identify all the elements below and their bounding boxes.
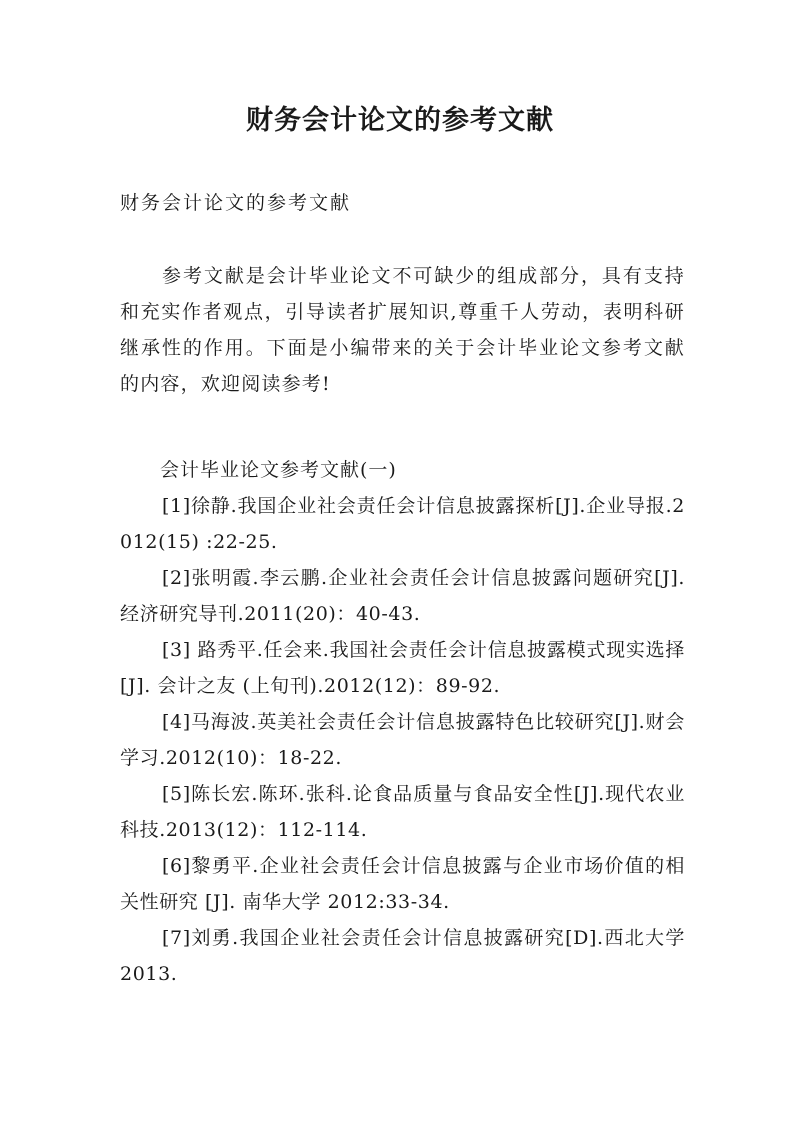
- document-subtitle: 财务会计论文的参考文献: [120, 192, 352, 214]
- intro-paragraph: 参考文献是会计毕业论文不可缺少的组成部分，具有支持和充实作者观点，引导读者扩展知识,尊重千人劳动，表明科研继承性的作用。下面是小编带来的关于会计毕业论文参考文献的内容，欢迎阅读参考!: [120, 265, 685, 395]
- reference-list: [120, 488, 685, 992]
- reference-item: [4]马海波.英美社会责任会计信息披露特色比较研究[J].财会学习.2012(10)：18-22.: [120, 711, 685, 769]
- reference-item: [1]徐静.我国企业社会责任会计信息披露探析[J].企业导报.2012(15) :22-25.: [120, 495, 685, 553]
- reference-item: [3] 路秀平.任会来.我国社会责任会计信息披露模式现实选择 [J]. 会计之友 (上旬刊).2012(12)：89-92.: [120, 639, 685, 697]
- reference-item: [2]张明霞.李云鹏.企业社会责任会计信息披露问题研究[J].经济研究导刊.2011(20)：40-43.: [120, 567, 685, 625]
- section-heading: 会计毕业论文参考文献(一): [160, 459, 397, 481]
- reference-item: [6]黎勇平.企业社会责任会计信息披露与企业市场价值的相关性研究 [J]. 南华大学 2012:33-34.: [120, 855, 685, 913]
- reference-item: [7]刘勇.我国企业社会责任会计信息披露研究[D].西北大学 2013.: [120, 927, 685, 985]
- document-title: 财务会计论文的参考文献: [246, 105, 554, 136]
- reference-item: [5]陈长宏.陈环.张科.论食品质量与食品安全性[J].现代农业科技.2013(12)：112-114.: [120, 783, 685, 841]
